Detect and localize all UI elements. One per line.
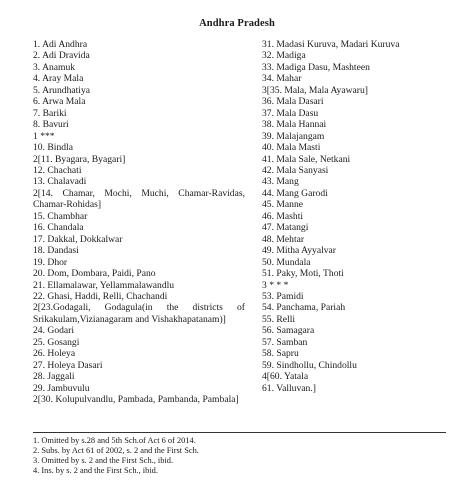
list-item: 49. Mitha Ayyalvar [262,245,336,257]
list-item: 56. Samagara [262,325,315,337]
list-item: 55. Relli [262,313,296,325]
list-item: 1 *** [33,130,55,142]
footnote: 1. Omitted by s.28 and 5th Sch.of Act 6 of 2014. [33,436,196,445]
list-item: 31. Madasi Kuruva, Madari Kuruva [262,39,400,50]
list-item: 58. Sapru [262,348,299,360]
list-item: 37. Mala Dasu [262,107,319,119]
list-item: 16. Chandala [33,222,84,234]
list-item: 24. Godari [33,325,75,337]
footnotes-list [33,436,199,476]
list-item: 3 * * * [262,279,289,291]
list-item: 4[60. Yatala [262,371,309,383]
list-item: 48. Mehtar [262,233,305,245]
list-item: 43. Mang [262,176,299,188]
list-item: 22. Ghasi, Haddi, Relli, Chachandi [33,290,168,302]
list-item: 10. Bindla [33,142,73,154]
list-item: 45. Manne [262,199,304,211]
right-column-list [262,39,462,394]
list-item: 59. Sindhollu, Chindollu [262,359,357,371]
list-item: 54. Panchama, Pariah [262,302,346,314]
list-item: 61. Valluvan.] [262,382,316,394]
list-item: 27. Holeya Dasari [33,359,103,371]
list-item: 13. Chalavadi [33,176,87,188]
list-item: 4. Aray Mala [33,73,84,85]
list-item: 40. Mala Masti [262,142,321,154]
list-item: 51. Paky, Moti, Thoti [262,268,344,280]
list-item: 39. Malajangam [262,130,325,142]
list-item: 26. Holeya [33,348,76,360]
list-item: 32. Madiga [262,50,306,62]
list-item: 2[14. Chamar, Mochi, Muchi, Chamar-Ravidas, Chamar-Rohidas] [33,187,245,211]
list-item: 29. Jambuvulu [33,382,90,394]
list-item: 50. Mundala [262,256,311,268]
list-item: 44. Mang Garodi [262,187,328,199]
list-item: 36. Mala Dasari [262,96,324,108]
list-item: 18. Dandasi [33,245,79,257]
list-item: 2[23.Godagali, Godagula(in the districts of Srikakulam,Vizianagaram and Vishakhapatanam)] [33,302,245,325]
list-item: 46. Mashti [262,210,304,222]
list-item: 2. Adi Dravida [33,50,90,62]
list-item: 3[35. Mala, Mala Ayawaru] [262,84,368,96]
list-item: 41. Mala Sale, Netkani [262,153,351,165]
list-item: 53. Pamidi [262,290,304,302]
list-item: 15. Chambhar [33,210,88,222]
list-item: 8. Bavuri [33,119,69,131]
list-item: 42. Mala Sanyasi [262,164,329,176]
footnote: 4. Ins. by s. 2 and the First Sch., ibid. [33,466,158,475]
list-item: 2[11. Byagara, Byagari] [33,153,126,165]
list-item: 34. Mahar [262,73,302,85]
page-title: Andhra Pradesh [199,18,275,29]
list-item: 12. Chachati [33,164,82,176]
list-item: 25. Gosangi [33,336,80,348]
list-item: 28. Jaggali [33,371,75,383]
list-item: 1. Adi Andhra [33,39,88,50]
list-item: 20. Dom, Dombara, Paidi, Pano [33,268,156,280]
list-item: 38. Mala Hannai [262,119,327,131]
footnote: 2. Subs. by Act 61 of 2002, s. 2 and the First Sch. [33,446,199,455]
list-item: 47. Matangi [262,222,309,234]
list-item: 19. Dhor [33,256,68,268]
footnote-divider [33,432,446,433]
left-column-list [33,39,245,406]
list-item: 17. Dakkal, Dokkalwar [33,233,123,245]
list-item: 57. Samban [262,336,308,348]
list-item: 2[30. Kolupulvandlu, Pambada, Pambanda, Pambala] [33,394,239,406]
footnote: 3. Omitted by s. 2 and the First Sch., ibid. [33,456,174,465]
list-item: 21. Ellamalawar, Yellammalawandlu [33,279,175,291]
list-item: 33. Madiga Dasu, Mashteen [262,61,370,73]
list-item: 5. Arundhatiya [33,84,91,96]
list-item: 7. Bariki [33,107,67,119]
list-item: 3. Anamuk [33,61,76,73]
list-item: 6. Arwa Mala [33,96,86,108]
